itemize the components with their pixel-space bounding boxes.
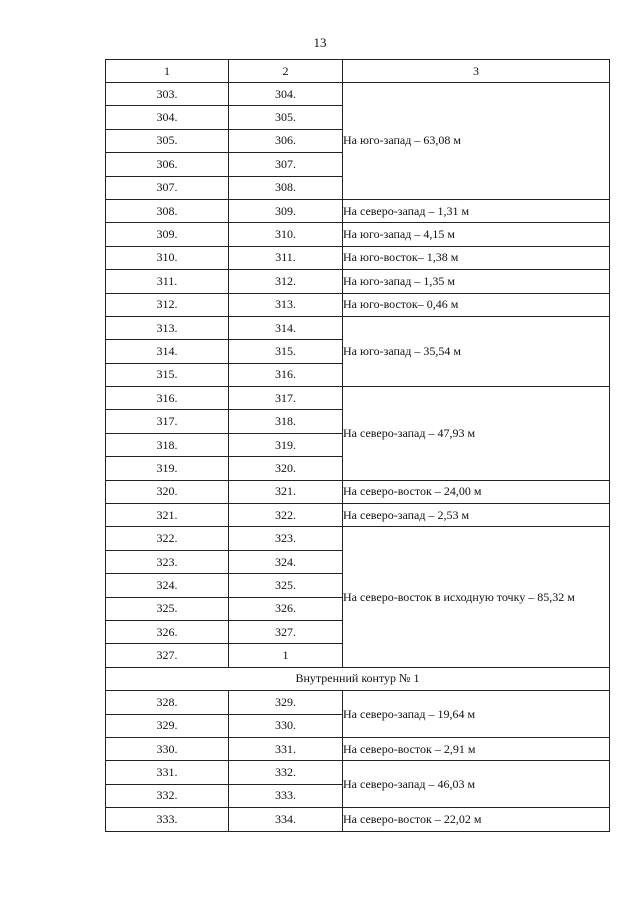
direction-cell: На северо-запад – 1,31 м (343, 199, 610, 222)
point-from-cell: 316. (106, 387, 229, 410)
point-to-cell: 320. (229, 457, 343, 480)
point-to-cell: 332. (229, 761, 343, 784)
point-from-cell: 305. (106, 129, 229, 152)
point-to-cell: 306. (229, 129, 343, 152)
point-to-cell: 307. (229, 153, 343, 176)
point-from-cell: 312. (106, 293, 229, 316)
table-row (106, 293, 610, 316)
point-from-cell: 332. (106, 784, 229, 807)
point-to-cell: 323. (229, 527, 343, 550)
direction-cell: На юго-запад – 63,08 м (343, 83, 610, 200)
point-to-cell: 329. (229, 691, 343, 714)
point-to-cell: 317. (229, 387, 343, 410)
point-from-cell: 330. (106, 737, 229, 760)
point-from-cell: 326. (106, 620, 229, 643)
page-number: 13 (313, 35, 327, 50)
direction-cell: На северо-восток в исходную точку – 85,32 м (343, 527, 610, 667)
point-to-cell: 334. (229, 808, 343, 831)
point-from-cell: 329. (106, 714, 229, 737)
point-from-cell: 322. (106, 527, 229, 550)
column-header-1: 1 (106, 60, 229, 83)
point-from-cell: 319. (106, 457, 229, 480)
point-from-cell: 315. (106, 363, 229, 386)
point-from-cell: 331. (106, 761, 229, 784)
point-from-cell: 320. (106, 480, 229, 503)
point-from-cell: 314. (106, 340, 229, 363)
point-from-cell: 310. (106, 246, 229, 269)
point-to-cell: 318. (229, 410, 343, 433)
point-to-cell: 331. (229, 737, 343, 760)
table-row (106, 761, 610, 784)
point-from-cell: 306. (106, 153, 229, 176)
point-from-cell: 303. (106, 83, 229, 106)
table-header-row (106, 60, 610, 83)
column-header-2: 2 (229, 60, 343, 83)
table-row (106, 316, 610, 339)
column-header-3: 3 (343, 60, 610, 83)
point-to-cell: 309. (229, 199, 343, 222)
point-to-cell: 311. (229, 246, 343, 269)
point-from-cell: 328. (106, 691, 229, 714)
direction-cell: На северо-запад – 19,64 м (343, 691, 610, 738)
direction-cell: На северо-запад – 47,93 м (343, 387, 610, 481)
table-row (106, 527, 610, 550)
point-to-cell: 308. (229, 176, 343, 199)
direction-cell: На северо-запад – 2,53 м (343, 504, 610, 527)
point-from-cell: 317. (106, 410, 229, 433)
point-to-cell: 313. (229, 293, 343, 316)
table-row (106, 480, 610, 503)
point-to-cell: 330. (229, 714, 343, 737)
point-from-cell: 308. (106, 199, 229, 222)
table-body (106, 83, 610, 832)
point-to-cell: 333. (229, 784, 343, 807)
direction-cell: На юго-запад – 1,35 м (343, 270, 610, 293)
point-to-cell: 314. (229, 316, 343, 339)
direction-cell: На северо-восток – 22,02 м (343, 808, 610, 831)
point-from-cell: 311. (106, 270, 229, 293)
point-from-cell: 324. (106, 574, 229, 597)
direction-cell: На юго-запад – 35,54 м (343, 316, 610, 386)
point-to-cell: 310. (229, 223, 343, 246)
table-row (106, 737, 610, 760)
table-row (106, 504, 610, 527)
coordinates-table (105, 59, 610, 832)
point-to-cell: 304. (229, 83, 343, 106)
point-to-cell: 321. (229, 480, 343, 503)
point-to-cell: 316. (229, 363, 343, 386)
direction-cell: На северо-восток – 2,91 м (343, 737, 610, 760)
direction-cell: На юго-восток– 0,46 м (343, 293, 610, 316)
section-row (106, 667, 610, 690)
table-row (106, 270, 610, 293)
point-from-cell: 304. (106, 106, 229, 129)
direction-cell: На юго-восток– 1,38 м (343, 246, 610, 269)
point-from-cell: 307. (106, 176, 229, 199)
table-row (106, 223, 610, 246)
point-from-cell: 327. (106, 644, 229, 667)
point-to-cell: 325. (229, 574, 343, 597)
point-from-cell: 321. (106, 504, 229, 527)
table-row (106, 691, 610, 714)
table-row (106, 246, 610, 269)
point-to-cell: 1 (229, 644, 343, 667)
point-to-cell: 315. (229, 340, 343, 363)
direction-cell: На северо-запад – 46,03 м (343, 761, 610, 808)
table-row (106, 387, 610, 410)
direction-cell: На юго-запад – 4,15 м (343, 223, 610, 246)
point-to-cell: 319. (229, 433, 343, 456)
point-from-cell: 323. (106, 550, 229, 573)
section-title: Внутренний контур № 1 (106, 667, 610, 690)
point-to-cell: 322. (229, 504, 343, 527)
point-to-cell: 312. (229, 270, 343, 293)
table-row (106, 808, 610, 831)
point-from-cell: 333. (106, 808, 229, 831)
point-from-cell: 325. (106, 597, 229, 620)
point-from-cell: 309. (106, 223, 229, 246)
table-row (106, 83, 610, 106)
point-from-cell: 318. (106, 433, 229, 456)
point-to-cell: 324. (229, 550, 343, 573)
direction-cell: На северо-восток – 24,00 м (343, 480, 610, 503)
point-to-cell: 305. (229, 106, 343, 129)
point-from-cell: 313. (106, 316, 229, 339)
point-to-cell: 326. (229, 597, 343, 620)
table-row (106, 199, 610, 222)
point-to-cell: 327. (229, 620, 343, 643)
